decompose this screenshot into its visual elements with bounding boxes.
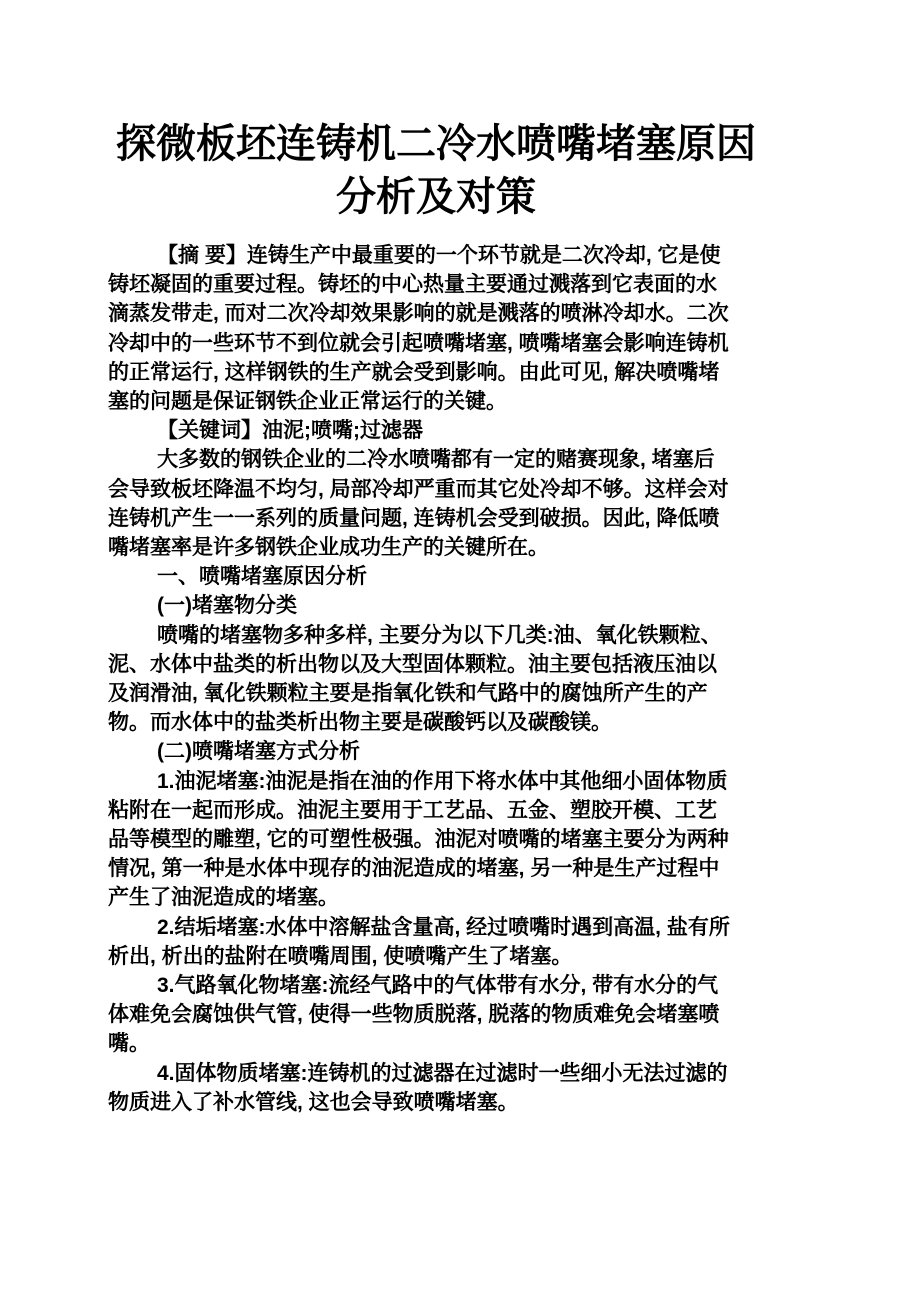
- subsection-heading-2: (二)喷嘴堵塞方式分析: [157, 740, 360, 764]
- intro-paragraph: 大多数的钢铁企业的二冷水喷嘴都有一定的赌赛现象, 堵塞后会导致板坯降温不均匀, 局部冷却严重而其它处冷却不够。这样会对连铸机产生一一系列的质量问题, 连铸机会受到破损。因此, 降低喷嘴堵塞率是许多钢铁企业成功生产的关键所在。: [108, 448, 729, 560]
- list-item-4: 4.固体物质堵塞:连铸机的过滤器在过滤时一些细小无法过滤的物质进入了补水管线, 这也会导致喷嘴堵塞。: [108, 1061, 728, 1114]
- document-body: [108, 241, 732, 1117]
- list-item-1: 1.油泥堵塞:油泥是指在油的作用下将水体中其他细小固体物质粘附在一起而形成。油泥主要用于工艺品、五金、塑胶开模、工艺品等模型的雕塑, 它的可塑性极强。油泥对喷嘴的堵塞主要分为两种情况, 第一种是水体中现存的油泥造成的堵塞, 另一种是生产过程中产生了油泥造成的堵塞。: [108, 769, 729, 910]
- abstract-paragraph: 【摘 要】连铸生产中最重要的一个环节就是二次冷却, 它是使铸坯凝固的重要过程。铸坯的中心热量主要通过溅落到它表面的水滴蒸发带走, 而对二次冷却效果影响的就是溅落的喷淋冷却水。二次冷却中的一些环节不到位就会引起喷嘴堵塞, 喷嘴堵塞会影响连铸机的正常运行, 这样钢铁的生产就会受到影响。由此可见, 解决喷嘴堵塞的问题是保证钢铁企业正常运行的关键。: [108, 244, 729, 414]
- list-item-3: 3.气路氧化物堵塞:流经气路中的气体带有水分, 带有水分的气体难免会腐蚀供气管, 使得一些物质脱落, 脱落的物质难免会堵塞喷嘴。: [108, 974, 720, 1056]
- section-heading-1: 一、喷嘴堵塞原因分析: [157, 565, 367, 589]
- document-content: [108, 118, 764, 1117]
- page-title: 探微板坯连铸机二冷水喷嘴堵塞原因分析及对策: [116, 122, 756, 219]
- body-paragraph: 喷嘴的堵塞物多种多样, 主要分为以下几类:油、氧化铁颗粒、泥、水体中盐类的析出物以及大型固体颗粒。油主要包括液压油以及润滑油, 氧化铁颗粒主要是指氧化铁和气路中的腐蚀所产生的产物。而水体中的盐类析出物主要是碳酸钙以及碳酸镁。: [108, 623, 722, 735]
- list-item-2: 2.结垢堵塞:水体中溶解盐含量高, 经过喷嘴时遇到高温, 盐有所析出, 析出的盐附在喷嘴周围, 使喷嘴产生了堵塞。: [108, 915, 730, 968]
- subsection-heading-1: (一)堵塞物分类: [157, 594, 297, 618]
- keywords-line: 【关键词】油泥;喷嘴;过滤器: [157, 419, 423, 443]
